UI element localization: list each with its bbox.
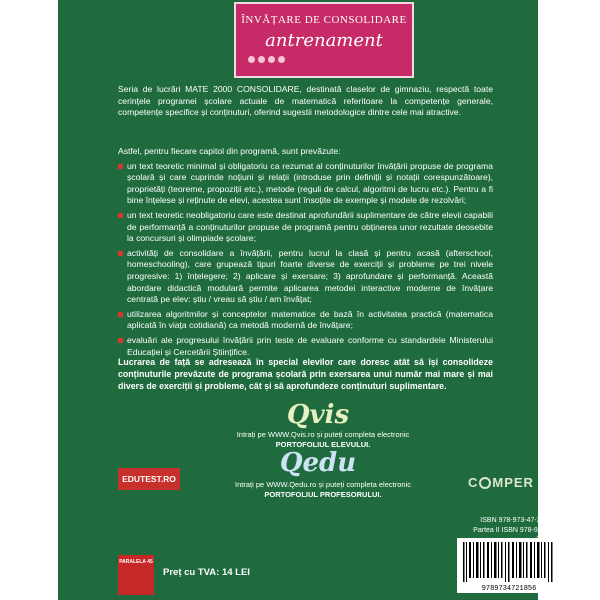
edutest-logo: EDUTEST.RO — [118, 468, 180, 490]
paralela-label: PARALELA 45 — [119, 559, 153, 565]
barcode-icon — [457, 538, 562, 593]
barcode-number: 9789734721856 — [481, 585, 537, 593]
closing-paragraph: Lucrarea de față se adresează în special elevilor care doresc atât să își consolideze conținuturile prevăzute de programa școlară prin exersarea unui număr mai mare și mai divers de exerciții și probleme, cât și să aprofundeze conținuturi suplimentare. — [118, 357, 493, 391]
intro-paragraph: Seria de lucrări MATE 2000 CONSOLIDARE, destinată claselor de gimnaziu, respectă toate cerințele programei școlare actuale de matematică referitoare la competențe generale, competențe specifice și conținuturi, oferind sugestii metodologice dintre cele mai atractive. — [118, 84, 493, 118]
qedu-line1: Intrați pe WWW.Qedu.ro și puteți completa electronic — [235, 480, 411, 489]
badge-subtitle: antrenament — [265, 30, 383, 51]
qedu-line2: PORTOFOLIUL PROFESORULUI. — [264, 490, 382, 499]
feature-item: un text teoretic minimal și obligatoriu ca rezumat al conținuturilor învățării propuse de programa școlară și care cuprinde noțiuni și relații (introduse prin definiții și notații corespunzătoare), proprietăți (teoreme, propoziții etc.), metode (reguli de calcul, algoritmi de lucru etc.). Pentru a fi bine înțelese și reținute de elevi, acestea sunt însoțite de exemple și modele de rezolvări; — [118, 161, 493, 207]
qvis-line1: Intrați pe WWW.Qvis.ro și puteți completa electronic — [236, 430, 410, 439]
qedu-logo-block — [268, 448, 368, 478]
comper-logo: C MPER — [468, 475, 534, 490]
smile-icon — [479, 477, 491, 489]
features-intro: Astfel, pentru fiecare capitol din programă, sunt prevăzute: — [118, 146, 341, 156]
feature-item: activități de consolidare a învățării, pentru lucrul la clasă și pentru acasă (afterschool, homeschooling), care grupează tipuri foarte diverse de exerciții și probleme pe trei nivele progresive: 1) înțelegere; 2) aplicare și exersare; 3) aprofundare și performanță. Această abordare didactică modulară permite aplicarea metodei interactive moderne de învățare centrată pe elev: știu / vreau să știu / am învățat; — [118, 248, 493, 306]
features-block — [118, 146, 493, 358]
price-label: Preț cu TVA: 14 LEI — [163, 567, 250, 578]
isbn-secondary: Partea II ISBN 978-973-47- — [473, 527, 558, 534]
qvis-line2: PORTOFOLIUL ELEVULUI. — [275, 440, 371, 449]
qedu-portal-text — [198, 480, 448, 500]
badge-title: ÎNVĂȚARE DE CONSOLIDARE — [241, 14, 407, 26]
feature-item: un text teoretic neobligatoriu care este destinat aprofundării suplimentare de către elevii capabili de performanță a conținuturilor propuse de programă pentru obținerea unor rezultate deosebite la concursuri și olimpiade școlare; — [118, 210, 493, 245]
qvis-portal-text — [198, 430, 448, 450]
back-cover — [58, 0, 558, 600]
feature-item: utilizarea algoritmilor și conceptelor matematice de bază în activitatea practică (matematica aplicată în viața cotidiană) ca metodă modernă de învățare; — [118, 309, 493, 332]
qvis-logo: Qvis — [286, 400, 350, 430]
features-list — [118, 161, 493, 359]
isbn-primary: ISBN 978-973-47-2118-4 — [480, 517, 558, 524]
badge-dots — [248, 50, 288, 68]
paralela-logo — [118, 555, 154, 595]
series-badge — [234, 2, 414, 78]
barcode — [457, 538, 562, 593]
qvis-logo-block — [268, 400, 368, 430]
qedu-logo: Qedu — [279, 448, 357, 478]
feature-item: evaluări ale progresului învățării prin teste de evaluare conforme cu standardele Ministerului Educației și Cercetării Științifice. — [118, 335, 493, 358]
